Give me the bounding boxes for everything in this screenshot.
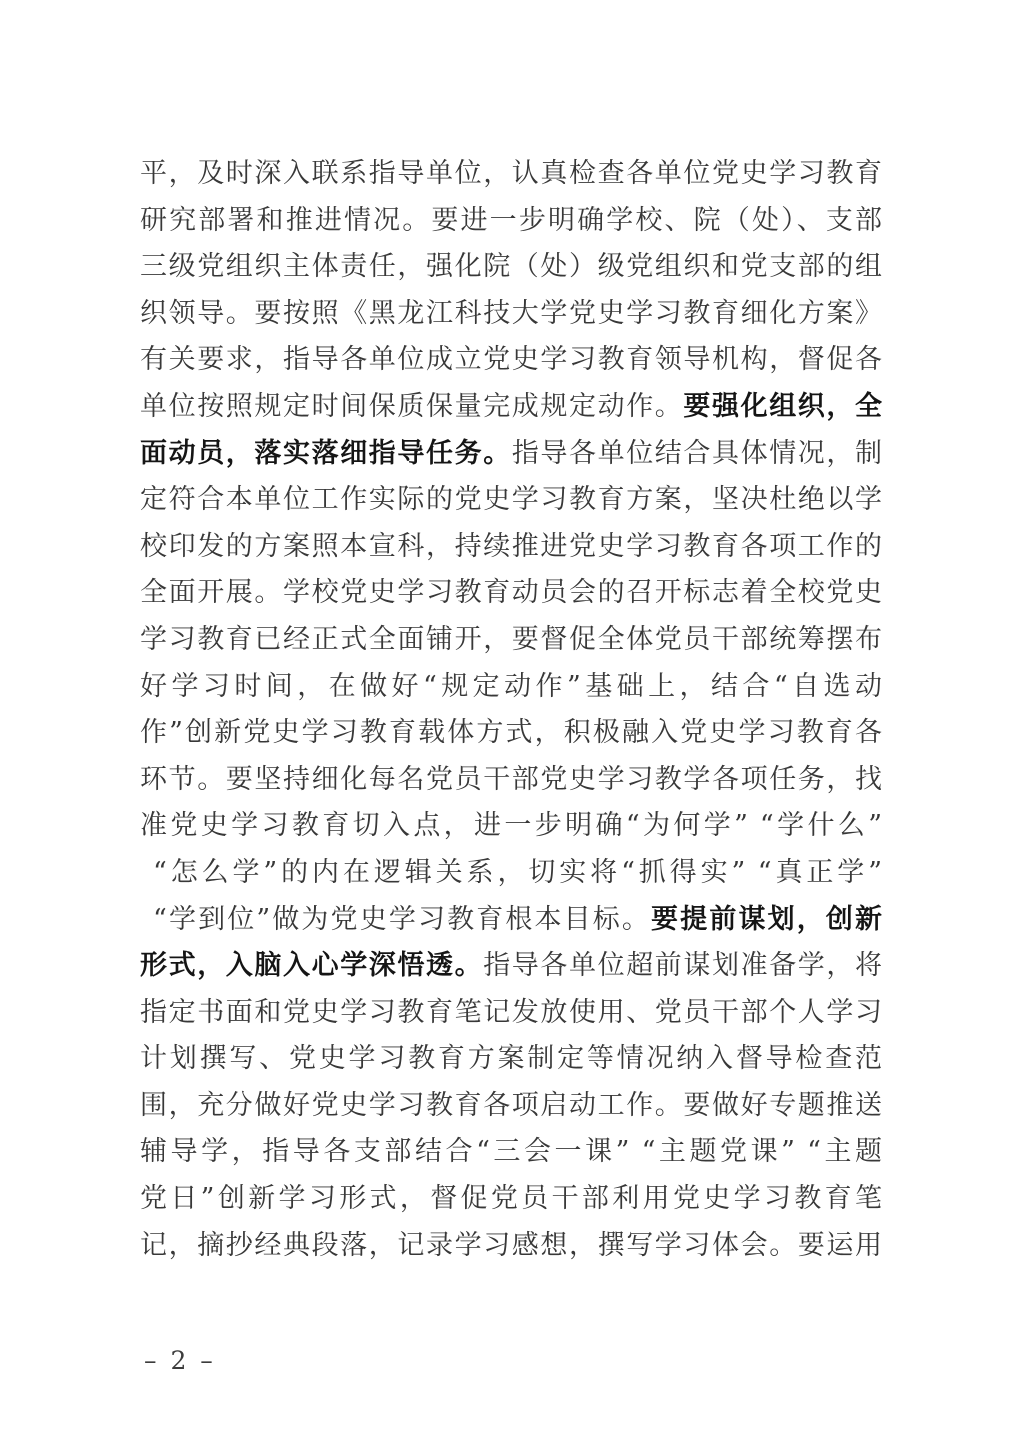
text-line	[140, 151, 882, 198]
text-segment: 定符合本单位工作实际的党史学习教育方案，坚决杜绝以学	[140, 484, 882, 516]
text-line	[140, 617, 882, 664]
text-line	[140, 291, 882, 338]
text-line	[140, 990, 882, 1037]
text-line	[140, 477, 882, 524]
text-segment: 全面开展。学校党史学习教育动员会的召开标志着全校党史	[140, 577, 882, 609]
text-segment: 指导各单位结合具体情况，制	[511, 437, 883, 469]
text-segment: 准党史学习教育切入点，进一步明确“为何学” “学什么”	[140, 810, 882, 842]
text-segment: 环节。要坚持细化每名党员干部党史学习教学各项任务，找	[140, 763, 882, 795]
text-line	[140, 850, 882, 897]
text-segment: “学到位”做为党史学习教育根本目标。	[153, 903, 652, 935]
text-segment: 指定书面和党史学习教育笔记发放使用、党员干部个人学习	[140, 996, 882, 1028]
text-segment: 有关要求，指导各单位成立党史学习教育领导机构，督促各	[140, 344, 882, 376]
text-segment: 作”创新党史学习教育载体方式，积极融入党史学习教育各	[140, 717, 882, 749]
text-segment: 研究部署和推进情况。要进一步明确学校、院（处）、支部	[140, 204, 882, 236]
text-segment: 计划撰写、党史学习教育方案制定等情况纳入督导检查范	[140, 1043, 882, 1075]
text-line	[140, 524, 882, 571]
text-line	[140, 244, 882, 291]
text-line	[140, 943, 882, 990]
bold-text-segment: 要提前谋划，创新	[651, 903, 882, 935]
text-line	[140, 384, 882, 431]
text-segment: 指导各单位超前谋划准备学，将	[483, 950, 883, 982]
text-segment: 辅导学，指导各支部结合“三会一课” “主题党课” “主题	[140, 1136, 882, 1168]
text-line	[140, 1176, 882, 1223]
text-line	[140, 757, 882, 804]
text-segment: 好学习时间，在做好“规定动作”基础上，结合“自选动	[140, 670, 882, 702]
text-segment: 单位按照规定时间保质保量完成规定动作。	[140, 390, 684, 422]
text-line	[140, 897, 882, 944]
text-segment: 校印发的方案照本宣科，持续推进党史学习教育各项工作的	[140, 530, 882, 562]
text-segment: 平，及时深入联系指导单位，认真检查各单位党史学习教育	[140, 158, 882, 189]
page-number: – 2 –	[144, 1346, 216, 1375]
body-text	[140, 151, 882, 1269]
text-segment: “怎么学”的内在逻辑关系，切实将“抓得实” “真正学”	[153, 856, 882, 888]
text-line	[140, 664, 882, 711]
text-segment: 记，摘抄经典段落，记录学习感想，撰写学习体会。要运用	[140, 1229, 882, 1261]
text-line	[140, 570, 882, 617]
text-line	[140, 803, 882, 850]
text-line	[140, 337, 882, 384]
text-line	[140, 1223, 882, 1270]
text-line	[140, 431, 882, 478]
bold-text-segment: 面动员，落实落细指导任务。	[140, 437, 512, 469]
text-line	[140, 1036, 882, 1083]
text-segment: 三级党组织主体责任，强化院（处）级党组织和党支部的组	[140, 251, 882, 283]
text-segment: 织领导。要按照《黑龙江科技大学党史学习教育细化方案》	[140, 297, 882, 329]
bold-text-segment: 要强化组织，全	[683, 390, 883, 422]
text-segment: 围，充分做好党史学习教育各项启动工作。要做好专题推送	[140, 1089, 882, 1121]
text-line	[140, 1129, 882, 1176]
text-line	[140, 710, 882, 757]
text-line	[140, 198, 882, 245]
text-segment: 党日”创新学习形式，督促党员干部利用党史学习教育笔	[140, 1183, 882, 1215]
text-line	[140, 1083, 882, 1130]
bold-text-segment: 形式，入脑入心学深悟透。	[140, 950, 484, 982]
text-segment: 学习教育已经正式全面铺开，要督促全体党员干部统筹摆布	[140, 623, 882, 655]
